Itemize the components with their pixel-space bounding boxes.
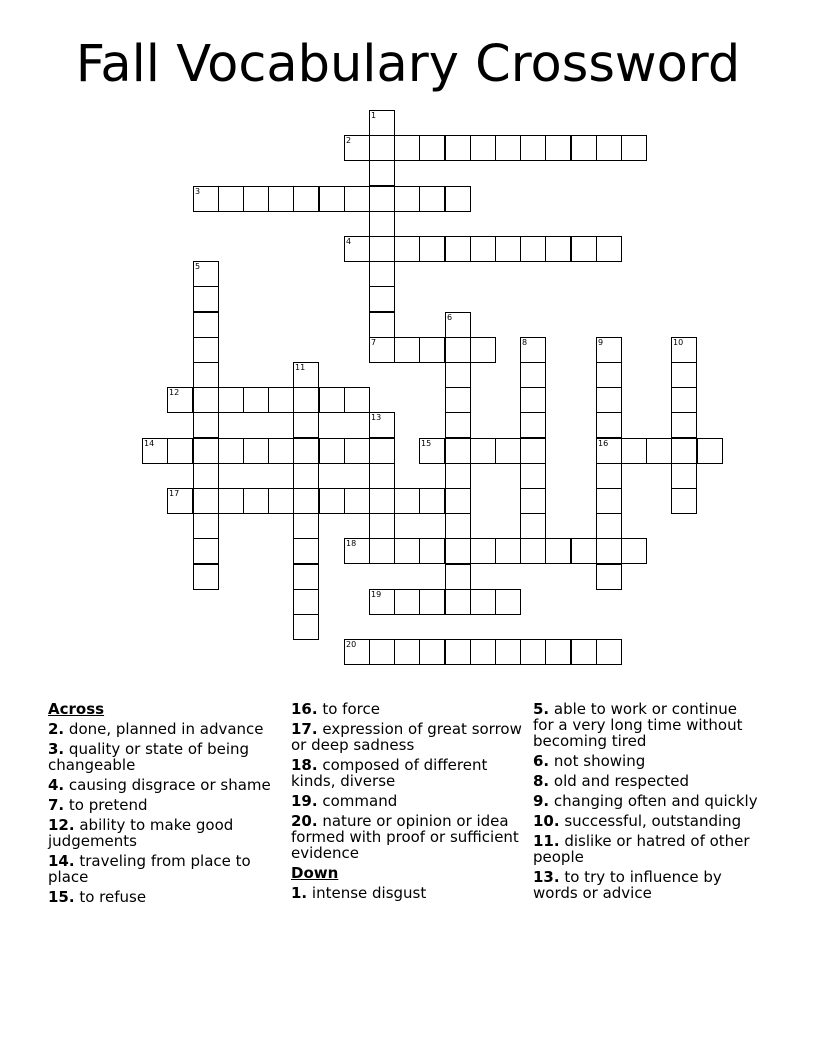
grid-cell[interactable] (394, 135, 420, 161)
grid-cell[interactable] (671, 488, 697, 514)
clue-number: 8. (533, 772, 550, 790)
grid-cell[interactable] (344, 387, 370, 413)
grid-cell[interactable] (293, 589, 319, 615)
clue-number: 6. (533, 752, 550, 770)
cell-number: 2 (346, 136, 352, 145)
grid-cell[interactable] (193, 513, 219, 539)
clue-down-9 (533, 793, 761, 809)
clue-text: successful, outstanding (564, 812, 742, 830)
grid-cell[interactable] (596, 135, 622, 161)
grid-cell[interactable] (369, 438, 395, 464)
grid-cell[interactable] (495, 236, 521, 262)
grid-cell[interactable] (293, 614, 319, 640)
clue-number: 18. (291, 756, 318, 774)
grid-cell[interactable] (193, 261, 219, 287)
grid-cell[interactable] (394, 538, 420, 564)
grid-cell[interactable] (193, 312, 219, 338)
clue-text: intense disgust (311, 884, 427, 902)
grid-cell[interactable] (520, 639, 546, 665)
grid-cell[interactable] (445, 412, 471, 438)
clue-down-8 (533, 773, 761, 789)
grid-cell[interactable] (319, 186, 345, 212)
clue-down-13 (533, 869, 761, 901)
cell-number: 17 (169, 489, 180, 498)
clue-text: traveling from place to place (48, 852, 251, 886)
grid-cell[interactable] (167, 488, 193, 514)
clue-number: 9. (533, 792, 550, 810)
grid-cell[interactable] (268, 488, 294, 514)
grid-cell[interactable] (394, 186, 420, 212)
grid-cell[interactable] (419, 236, 445, 262)
clues-column-1 (48, 701, 282, 909)
grid-cell[interactable] (319, 488, 345, 514)
grid-cell[interactable] (293, 387, 319, 413)
grid-cell[interactable] (369, 589, 395, 615)
grid-cell[interactable] (419, 186, 445, 212)
clue-number: 10. (533, 812, 560, 830)
grid-cell[interactable] (193, 463, 219, 489)
clue-text: to force (322, 700, 380, 718)
grid-cell[interactable] (218, 186, 244, 212)
grid-cell[interactable] (470, 236, 496, 262)
cell-number: 13 (371, 413, 382, 422)
grid-cell[interactable] (293, 362, 319, 388)
grid-cell[interactable] (445, 513, 471, 539)
grid-cell[interactable] (470, 538, 496, 564)
grid-cell[interactable] (369, 312, 395, 338)
grid-cell[interactable] (243, 186, 269, 212)
grid-cell[interactable] (193, 387, 219, 413)
grid-cell[interactable] (369, 135, 395, 161)
grid-cell[interactable] (293, 564, 319, 590)
grid-cell[interactable] (671, 362, 697, 388)
clues-column-2 (291, 701, 523, 905)
clue-text: to try to influence by words or advice (533, 868, 722, 902)
clue-text: done, planned in advance (68, 720, 264, 738)
grid-cell[interactable] (268, 387, 294, 413)
clue-text: ability to make good judgements (48, 816, 234, 850)
grid-cell[interactable] (520, 387, 546, 413)
grid-cell[interactable] (193, 438, 219, 464)
grid-cell[interactable] (495, 639, 521, 665)
grid-cell[interactable] (193, 412, 219, 438)
grid-cell[interactable] (520, 337, 546, 363)
grid-cell[interactable] (445, 639, 471, 665)
clue-text: dislike or hatred of other people (533, 832, 750, 866)
clue-number: 16. (291, 700, 318, 718)
grid-cell[interactable] (671, 337, 697, 363)
grid-cell[interactable] (596, 438, 622, 464)
clue-text: not showing (553, 752, 646, 770)
cell-number: 10 (673, 338, 684, 347)
clue-text: to refuse (79, 888, 147, 906)
clue-across-15 (48, 889, 282, 905)
grid-cell[interactable] (596, 387, 622, 413)
cell-number: 15 (421, 439, 432, 448)
cell-number: 14 (144, 439, 155, 448)
grid-cell[interactable] (193, 488, 219, 514)
grid-cell[interactable] (445, 538, 471, 564)
grid-cell[interactable] (243, 438, 269, 464)
grid-cell[interactable] (445, 589, 471, 615)
clue-number: 13. (533, 868, 560, 886)
grid-cell[interactable] (344, 488, 370, 514)
grid-cell[interactable] (394, 589, 420, 615)
cell-number: 11 (295, 363, 306, 372)
grid-cell[interactable] (293, 463, 319, 489)
grid-cell[interactable] (293, 538, 319, 564)
clue-across-17 (291, 721, 523, 753)
grid-cell[interactable] (394, 639, 420, 665)
clues-section (0, 701, 816, 961)
clue-number: 14. (48, 852, 75, 870)
grid-cell[interactable] (545, 236, 571, 262)
down-heading: Down (291, 864, 339, 882)
grid-cell[interactable] (369, 513, 395, 539)
grid-cell[interactable] (520, 412, 546, 438)
grid-cell[interactable] (596, 538, 622, 564)
clue-text: changing often and quickly (553, 792, 758, 810)
grid-cell[interactable] (344, 236, 370, 262)
clue-number: 11. (533, 832, 560, 850)
grid-cell[interactable] (671, 438, 697, 464)
grid-cell[interactable] (445, 438, 471, 464)
grid-cell[interactable] (344, 186, 370, 212)
grid-cell[interactable] (369, 236, 395, 262)
grid-cell[interactable] (419, 589, 445, 615)
grid-cell[interactable] (419, 488, 445, 514)
grid-cell[interactable] (445, 463, 471, 489)
cell-number: 18 (346, 539, 357, 548)
cell-number: 3 (195, 187, 201, 196)
cell-number: 5 (195, 262, 201, 271)
grid-cell[interactable] (243, 387, 269, 413)
grid-cell[interactable] (445, 337, 471, 363)
grid-cell[interactable] (369, 286, 395, 312)
grid-cell[interactable] (671, 412, 697, 438)
grid-cell[interactable] (596, 488, 622, 514)
grid-cell[interactable] (445, 564, 471, 590)
grid-cell[interactable] (621, 438, 647, 464)
grid-cell[interactable] (596, 463, 622, 489)
grid-cell[interactable] (445, 387, 471, 413)
grid-cell[interactable] (193, 538, 219, 564)
grid-cell[interactable] (218, 438, 244, 464)
grid-cell[interactable] (193, 337, 219, 363)
cell-number: 7 (371, 338, 377, 347)
grid-cell[interactable] (193, 362, 219, 388)
grid-cell[interactable] (646, 438, 672, 464)
grid-cell[interactable] (445, 135, 471, 161)
clue-number: 1. (291, 884, 308, 902)
grid-cell[interactable] (369, 488, 395, 514)
clue-across-12 (48, 817, 282, 849)
grid-cell[interactable] (218, 488, 244, 514)
clue-across-2 (48, 721, 282, 737)
clue-number: 20. (291, 812, 318, 830)
grid-cell[interactable] (596, 412, 622, 438)
grid-cell[interactable] (344, 538, 370, 564)
grid-cell[interactable] (571, 135, 597, 161)
cell-number: 9 (598, 338, 604, 347)
grid-cell[interactable] (193, 564, 219, 590)
clue-number: 15. (48, 888, 75, 906)
grid-cell[interactable] (369, 186, 395, 212)
grid-cell[interactable] (571, 236, 597, 262)
grid-cell[interactable] (193, 286, 219, 312)
grid-cell[interactable] (520, 513, 546, 539)
grid-cell[interactable] (671, 387, 697, 413)
grid-cell[interactable] (419, 438, 445, 464)
grid-cell[interactable] (167, 387, 193, 413)
grid-cell[interactable] (369, 160, 395, 186)
clues-column-3 (533, 701, 761, 905)
grid-cell[interactable] (193, 186, 219, 212)
grid-cell[interactable] (344, 639, 370, 665)
across-heading: Across (48, 700, 105, 718)
grid-cell[interactable] (369, 110, 395, 136)
grid-cell[interactable] (394, 236, 420, 262)
grid-cell[interactable] (520, 236, 546, 262)
grid-cell[interactable] (394, 337, 420, 363)
clue-across-4 (48, 777, 282, 793)
grid-cell[interactable] (545, 135, 571, 161)
grid-cell[interactable] (369, 261, 395, 287)
grid-cell[interactable] (419, 538, 445, 564)
clue-down-5 (533, 701, 761, 749)
clue-number: 4. (48, 776, 65, 794)
grid-cell[interactable] (293, 488, 319, 514)
grid-cell[interactable] (445, 362, 471, 388)
clue-across-3 (48, 741, 282, 773)
grid-cell[interactable] (571, 538, 597, 564)
clue-across-16 (291, 701, 523, 717)
clue-down-1 (291, 885, 523, 901)
grid-cell[interactable] (596, 564, 622, 590)
grid-cell[interactable] (445, 488, 471, 514)
page-title: Fall Vocabulary Crossword (75, 35, 741, 94)
grid-cell[interactable] (520, 538, 546, 564)
clue-number: 17. (291, 720, 318, 738)
clue-down-6 (533, 753, 761, 769)
grid-cell[interactable] (344, 135, 370, 161)
grid-cell[interactable] (495, 538, 521, 564)
clue-text: nature or opinion or idea formed with proof or sufficient evidence (291, 812, 519, 862)
grid-cell[interactable] (596, 362, 622, 388)
grid-cell[interactable] (596, 337, 622, 363)
grid-cell[interactable] (571, 639, 597, 665)
clue-text: quality or state of being changeable (48, 740, 250, 774)
grid-cell[interactable] (293, 412, 319, 438)
clue-text: old and respected (553, 772, 690, 790)
cell-number: 16 (598, 439, 609, 448)
grid-cell[interactable] (470, 639, 496, 665)
grid-cell[interactable] (445, 236, 471, 262)
clue-number: 5. (533, 700, 550, 718)
cell-number: 8 (522, 338, 528, 347)
clue-across-18 (291, 757, 523, 789)
clue-number: 2. (48, 720, 65, 738)
clue-number: 3. (48, 740, 65, 758)
grid-cell[interactable] (419, 337, 445, 363)
clue-across-19 (291, 793, 523, 809)
clue-number: 7. (48, 796, 65, 814)
grid-cell[interactable] (495, 135, 521, 161)
grid-cell[interactable] (319, 438, 345, 464)
grid-cell[interactable] (167, 438, 193, 464)
grid-cell[interactable] (520, 463, 546, 489)
clue-across-7 (48, 797, 282, 813)
grid-cell[interactable] (419, 639, 445, 665)
cell-number: 19 (371, 590, 382, 599)
grid-cell[interactable] (445, 186, 471, 212)
grid-cell[interactable] (319, 387, 345, 413)
clue-text: causing disgrace or shame (68, 776, 271, 794)
grid-cell[interactable] (470, 337, 496, 363)
cell-number: 12 (169, 388, 180, 397)
grid-cell[interactable] (369, 211, 395, 237)
grid-cell[interactable] (268, 186, 294, 212)
grid-cell[interactable] (243, 488, 269, 514)
clue-number: 12. (48, 816, 75, 834)
grid-cell[interactable] (697, 438, 723, 464)
clue-down-10 (533, 813, 761, 829)
grid-cell[interactable] (369, 538, 395, 564)
grid-cell[interactable] (369, 337, 395, 363)
grid-cell[interactable] (520, 362, 546, 388)
grid-cell[interactable] (445, 312, 471, 338)
grid-cell[interactable] (470, 135, 496, 161)
grid-cell[interactable] (621, 538, 647, 564)
clue-across-20 (291, 813, 523, 861)
clue-text: expression of great sorrow or deep sadness (291, 720, 522, 754)
clue-down-11 (533, 833, 761, 865)
cell-number: 1 (371, 111, 377, 120)
grid-cell[interactable] (520, 438, 546, 464)
grid-cell[interactable] (369, 463, 395, 489)
grid-cell[interactable] (268, 438, 294, 464)
grid-cell[interactable] (293, 438, 319, 464)
grid-cell[interactable] (394, 488, 420, 514)
clue-across-14 (48, 853, 282, 885)
grid-cell[interactable] (293, 513, 319, 539)
grid-cell[interactable] (495, 438, 521, 464)
grid-cell[interactable] (671, 463, 697, 489)
grid-cell[interactable] (621, 135, 647, 161)
grid-cell[interactable] (218, 387, 244, 413)
grid-cell[interactable] (293, 186, 319, 212)
grid-cell[interactable] (596, 639, 622, 665)
grid-cell[interactable] (520, 135, 546, 161)
cell-number: 6 (447, 313, 453, 322)
grid-cell[interactable] (470, 438, 496, 464)
cell-number: 20 (346, 640, 357, 649)
grid-cell[interactable] (495, 589, 521, 615)
clue-number: 19. (291, 792, 318, 810)
grid-cell[interactable] (369, 412, 395, 438)
grid-cell[interactable] (142, 438, 168, 464)
grid-cell[interactable] (545, 639, 571, 665)
clue-text: able to work or continue for a very long time without becoming tired (533, 700, 743, 750)
grid-cell[interactable] (419, 135, 445, 161)
grid-cell[interactable] (470, 589, 496, 615)
grid-cell[interactable] (596, 236, 622, 262)
clue-text: command (322, 792, 398, 810)
grid-cell[interactable] (545, 538, 571, 564)
clue-text: to pretend (68, 796, 148, 814)
clue-text: composed of different kinds, diverse (291, 756, 488, 790)
grid-cell[interactable] (369, 639, 395, 665)
cell-number: 4 (346, 237, 352, 246)
grid-cell[interactable] (520, 488, 546, 514)
grid-cell[interactable] (596, 513, 622, 539)
grid-cell[interactable] (344, 438, 370, 464)
